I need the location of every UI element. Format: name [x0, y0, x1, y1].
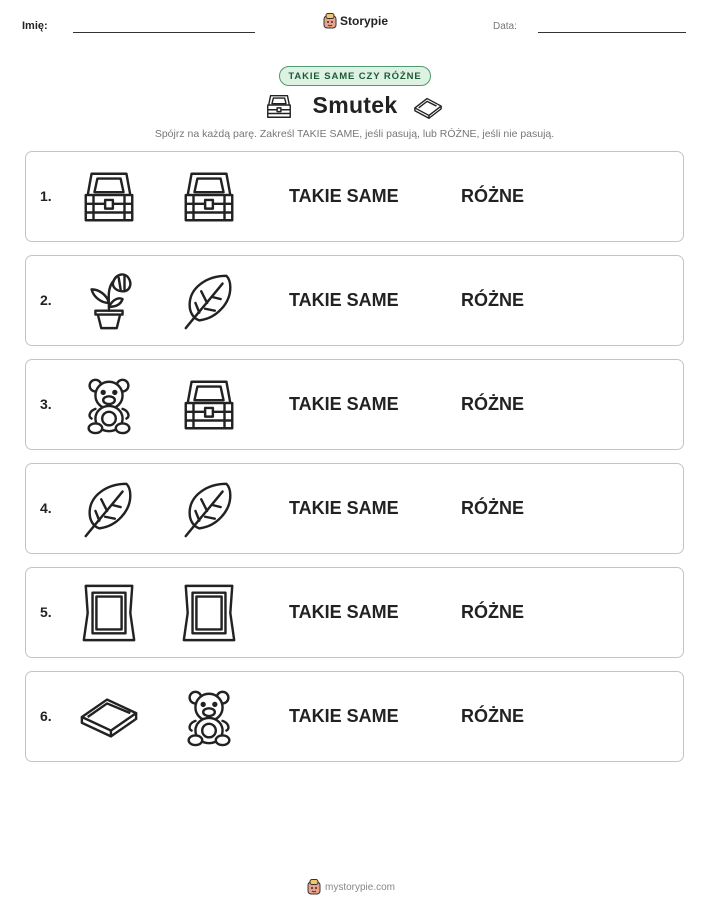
date-write-line[interactable] — [538, 32, 686, 33]
brand-name: Storypie — [340, 14, 389, 28]
question-number: 2. — [40, 292, 52, 308]
question-row — [25, 151, 684, 242]
option-different[interactable]: RÓŻNE — [461, 602, 524, 622]
option-same[interactable]: TAKIE SAME — [289, 186, 399, 206]
option-same[interactable]: TAKIE SAME — [289, 394, 399, 414]
storypie-logo-icon — [323, 13, 337, 29]
book-icon — [412, 92, 444, 122]
question-number: 5. — [40, 604, 52, 620]
option-different[interactable]: RÓŻNE — [461, 186, 524, 206]
footer-url: mystorypie.com — [325, 881, 396, 893]
option-same[interactable]: TAKIE SAME — [289, 706, 399, 726]
teddy-bear-icon — [178, 686, 240, 748]
treasure-chest-icon — [178, 166, 240, 228]
date-label: Data: — [493, 21, 517, 32]
treasure-chest-icon — [78, 166, 140, 228]
picture-frame-icon — [178, 582, 240, 644]
question-number: 3. — [40, 396, 52, 412]
book-icon — [78, 686, 140, 748]
option-different[interactable]: RÓŻNE — [461, 498, 524, 518]
picture-frame-icon — [78, 582, 140, 644]
flower-pot-icon — [78, 270, 140, 332]
option-different[interactable]: RÓŻNE — [461, 290, 524, 310]
footer — [307, 879, 395, 895]
question-row — [25, 567, 684, 658]
name-label: Imię: — [22, 20, 48, 32]
leaf-icon — [78, 478, 140, 540]
treasure-chest-icon — [264, 91, 294, 121]
question-number: 1. — [40, 188, 52, 204]
brand — [323, 13, 388, 29]
leaf-icon — [178, 270, 240, 332]
option-different[interactable]: RÓŻNE — [461, 706, 524, 726]
name-write-line[interactable] — [73, 32, 255, 33]
storypie-logo-icon — [307, 879, 321, 895]
question-number: 4. — [40, 500, 52, 516]
option-different[interactable]: RÓŻNE — [461, 394, 524, 414]
teddy-bear-icon — [78, 374, 140, 436]
option-same[interactable]: TAKIE SAME — [289, 498, 399, 518]
question-row — [25, 463, 684, 554]
treasure-chest-icon — [178, 374, 240, 436]
activity-type-badge: TAKIE SAME CZY RÓŻNE — [279, 66, 431, 86]
option-same[interactable]: TAKIE SAME — [289, 290, 399, 310]
option-same[interactable]: TAKIE SAME — [289, 602, 399, 622]
question-number: 6. — [40, 708, 52, 724]
leaf-icon — [178, 478, 240, 540]
question-row — [25, 359, 684, 450]
page-title: Smutek — [312, 92, 398, 118]
question-row — [25, 671, 684, 762]
question-row — [25, 255, 684, 346]
instructions: Spójrz na każdą parę. Zakreśl TAKIE SAME, jeśli pasują, lub RÓŻNE, jeśli nie pasują. — [154, 128, 555, 140]
